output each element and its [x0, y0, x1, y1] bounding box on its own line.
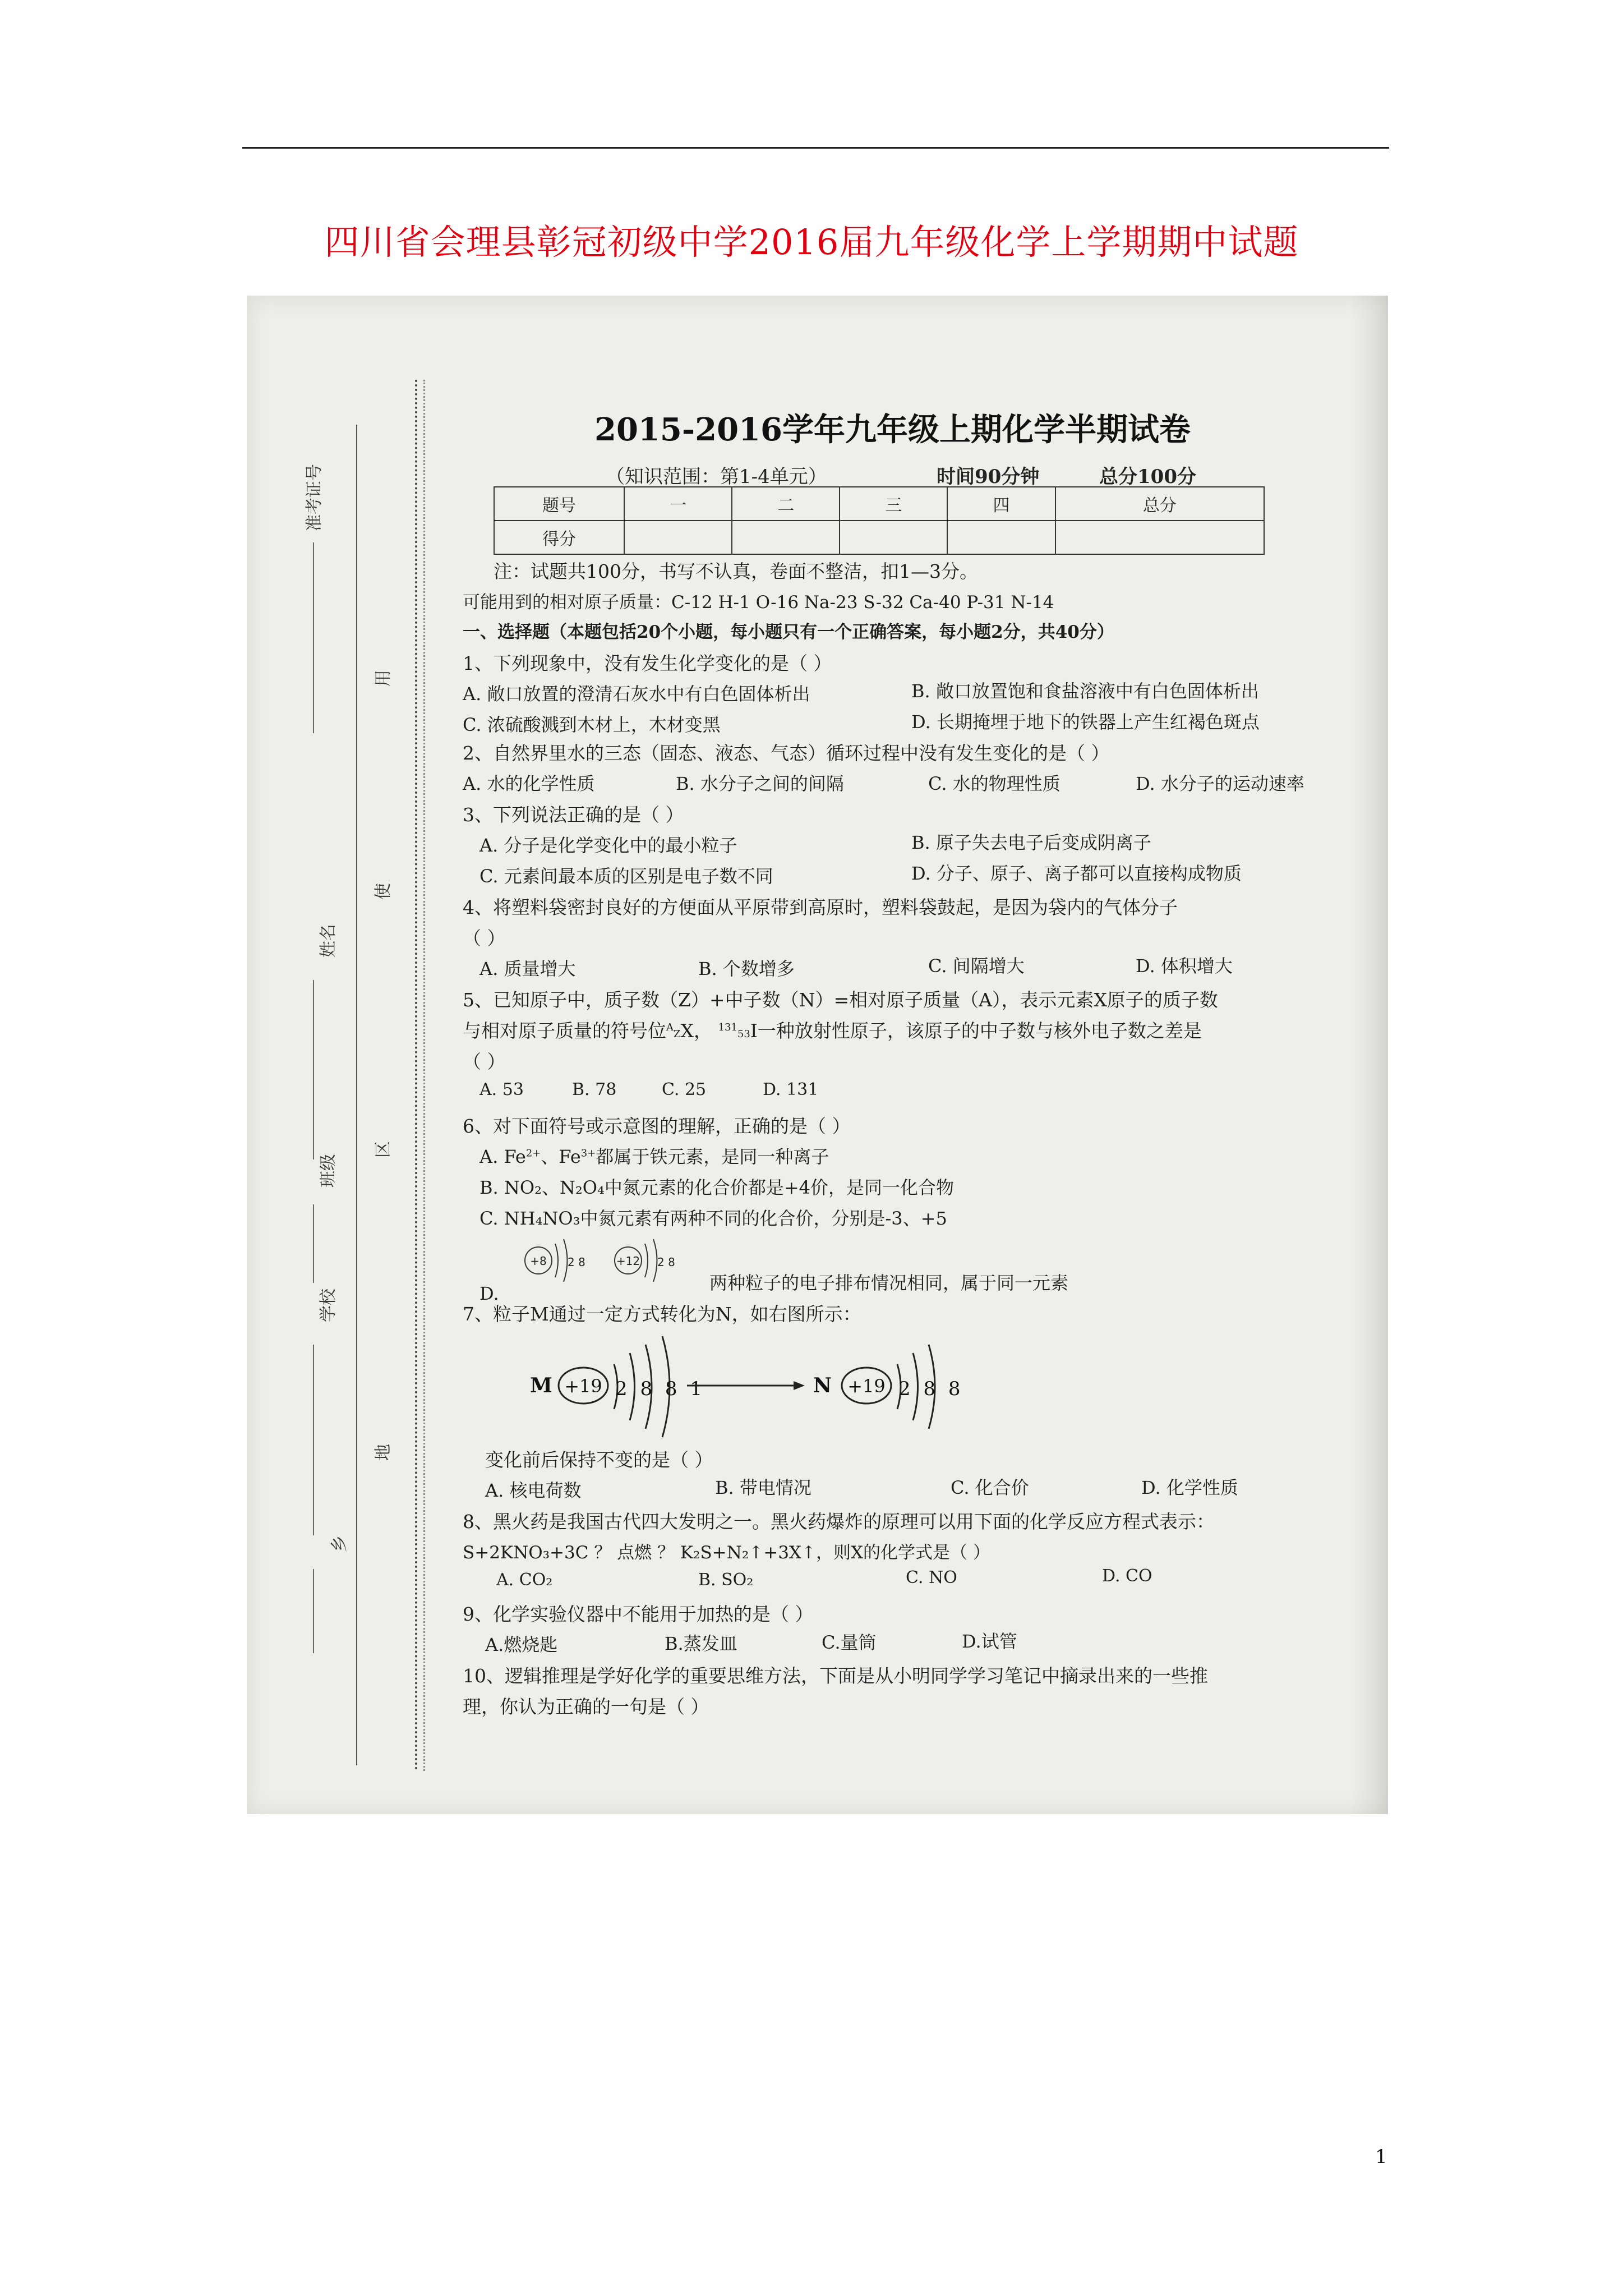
q5-blank: （ ） [463, 1051, 506, 1073]
seal-char-2: 使 [374, 883, 393, 900]
q4-option-b: B. 个数增多 [698, 958, 795, 979]
margin-label-name: 姓名 [319, 924, 338, 958]
margin-label-school: 学校 [319, 1289, 338, 1322]
q8-option-a: A. CO₂ [496, 1570, 553, 1590]
q7-option-a: A. 核电荷数 [485, 1480, 582, 1501]
q7-stem-2: 变化前后保持不变的是（ ） [485, 1449, 713, 1471]
q9-option-d: D.试管 [962, 1631, 1017, 1652]
q5-option-b: B. 78 [572, 1080, 617, 1099]
q4-option-a: A. 质量增大 [479, 958, 576, 979]
q3-option-c: C. 元素间最本质的区别是电子数不同 [479, 866, 773, 887]
q3-option-a: A. 分子是化学变化中的最小粒子 [479, 835, 737, 856]
margin-line-dotted-2 [423, 380, 425, 1771]
q9-option-b: B.蒸发皿 [665, 1633, 737, 1654]
q7-n-label: N [813, 1374, 832, 1397]
q6-atom-diagrams [516, 1227, 684, 1294]
q9-option-c: C.量筒 [822, 1632, 877, 1653]
q2-option-a: A. 水的化学性质 [463, 773, 595, 794]
q6-option-a: A. $Fe^{2+}$、$Fe^{3+}$都属于铁元素，是同一种离子 [479, 1146, 829, 1167]
q9-stem: 9、化学实验仪器中不能用于加热的是（ ） [463, 1603, 814, 1625]
atomic-masses: 可能用到的相对原子质量：C-12 H-1 O-16 Na-23 S-32 Ca-40 P-31 N-14 [463, 592, 1054, 613]
q10-stem: 10、逻辑推理是学好化学的重要思维方法，下面是从小明同学学习笔记中摘录出来的一些推 [463, 1665, 1208, 1687]
section-heading: 一、选择题（本题包括20个小题，每小题只有一个正确答案，每小题2分，共40分） [463, 622, 1114, 642]
q1-option-b: B. 敞口放置饱和食盐溶液中有白色固体析出 [911, 680, 1259, 702]
q6-atom1-charge: +8 [530, 1254, 547, 1268]
q1-option-d: D. 长期掩埋于地下的铁器上产生红褐色斑点 [911, 711, 1260, 733]
exam-note: 注：试题共100分，书写不认真，卷面不整洁，扣1—3分。 [494, 560, 978, 582]
q6-option-b: B. NO₂、N₂O₄中氮元素的化合价都是+4价，是同一化合物 [479, 1177, 954, 1198]
q2-option-c: C. 水的物理性质 [928, 773, 1061, 794]
q5-option-d: D. 131 [763, 1080, 819, 1099]
q8-option-d: D. CO [1102, 1566, 1152, 1586]
margin-label-exam-id: 准考证号 [305, 464, 324, 531]
q1-option-c: C. 浓硫酸溅到木材上，木材变黑 [463, 714, 721, 735]
q3-option-d: D. 分子、原子、离子都可以直接构成物质 [911, 863, 1242, 884]
seal-char-1: 用 [374, 670, 393, 687]
margin-label-class: 班级 [319, 1154, 338, 1188]
q5-stem: 5、已知原子中，质子数（Z）+中子数（N）=相对原子质量（A），表示元素X原子的质子数 [463, 989, 1218, 1011]
q8-stem: 8、黑火药是我国古代四大发明之一。黑火药爆炸的原理可以用下面的化学反应方程式表示： [463, 1511, 1215, 1533]
q2-option-b: B. 水分子之间的间隔 [676, 773, 844, 794]
q3-option-b: B. 原子失去电子后变成阴离子 [911, 832, 1151, 853]
q3-stem: 3、下列说法正确的是（ ） [463, 804, 684, 826]
q5-option-a: A. 53 [479, 1080, 524, 1099]
q7-m-shells: 2 8 8 1 [615, 1378, 706, 1400]
score-table-row-header: 题号 一 二 三 四 总分 [494, 487, 1264, 521]
page-title: 四川省会理县彰冠初级中学2016届九年级化学上学期期中试题 [324, 222, 1299, 263]
q8-equation: S+2KNO₃+3C ？ 点燃 ？ K₂S+N₂↑+3X↑，则X的化学式是（ ） [463, 1543, 990, 1563]
q9-option-a: A.燃烧匙 [485, 1634, 558, 1655]
q6-atom1-shells: 2 8 [568, 1255, 585, 1269]
q7-m-charge: +19 [564, 1375, 602, 1397]
q7-stem: 7、粒子M通过一定方式转化为N，如右图所示： [463, 1303, 861, 1325]
q4-stem: 4、将塑料袋密封良好的方便面从平原带到高原时，塑料袋鼓起，是因为袋内的气体分子 [463, 896, 1178, 918]
q7-option-b: B. 带电情况 [715, 1477, 811, 1498]
exam-total: 总分100分 [1099, 466, 1196, 488]
q10-stem-2: 理，你认为正确的一句是（ ） [463, 1696, 709, 1718]
header-rule [242, 147, 1389, 149]
q7-n-shells: 2 8 8 [898, 1378, 964, 1400]
scanned-exam-page [247, 296, 1388, 1814]
q7-particle-diagram [530, 1328, 990, 1446]
exam-time: 时间90分钟 [937, 466, 1040, 488]
q4-blank: （ ） [463, 927, 506, 949]
q8-option-c: C. NO [906, 1568, 957, 1588]
page-number: 1 [1375, 2146, 1387, 2168]
margin-line-dotted-1 [415, 380, 417, 1771]
q8-option-b: B. SO₂ [698, 1570, 754, 1590]
q6-option-d-label: D. [479, 1283, 499, 1304]
seal-char-4: 地 [374, 1444, 393, 1461]
q7-option-d: D. 化学性质 [1141, 1477, 1238, 1498]
q7-n-charge: +19 [847, 1375, 886, 1397]
q6-option-c: C. NH₄NO₃中氮元素有两种不同的化合价，分别是-3、+5 [479, 1208, 947, 1229]
q7-m-label: M [530, 1374, 552, 1397]
q6-stem: 6、对下面符号或示意图的理解，正确的是（ ） [463, 1115, 851, 1137]
q5-option-c: C. 25 [662, 1080, 707, 1099]
q1-option-a: A. 敞口放置的澄清石灰水中有白色固体析出 [463, 683, 810, 705]
seal-char-3: 区 [374, 1141, 393, 1158]
score-table-row-score: 得分 [494, 521, 1264, 554]
q7-option-c: C. 化合价 [951, 1477, 1029, 1498]
q6-atom2-shells: 2 8 [657, 1255, 675, 1269]
q4-option-c: C. 间隔增大 [928, 955, 1025, 977]
q1-stem: 1、下列现象中，没有发生化学变化的是（ ） [463, 652, 832, 674]
margin-label-township: 乡 [330, 1535, 349, 1552]
margin-line-solid [356, 425, 357, 1765]
q4-option-d: D. 体积增大 [1136, 955, 1233, 977]
q6-atom2-charge: +12 [616, 1254, 640, 1268]
q2-stem: 2、自然界里水的三态（固态、液态、气态）循环过程中没有发生变化的是（ ） [463, 742, 1110, 764]
q5-stem-2: 与相对原子质量的符号位$^A$ZX， $^{131}$53I一种放射性原子，该原子的中子数与核外电子数之差是 [463, 1020, 1202, 1042]
q2-option-d: D. 水分子的运动速率 [1136, 773, 1304, 794]
q6-option-d: 两种粒子的电子排布情况相同，属于同一元素 [709, 1272, 1069, 1294]
exam-scope: （知识范围：第1-4单元） [606, 466, 827, 488]
exam-title: 2015-2016学年九年级上期化学半期试卷 [594, 411, 1191, 448]
exam-body [463, 296, 1360, 1814]
